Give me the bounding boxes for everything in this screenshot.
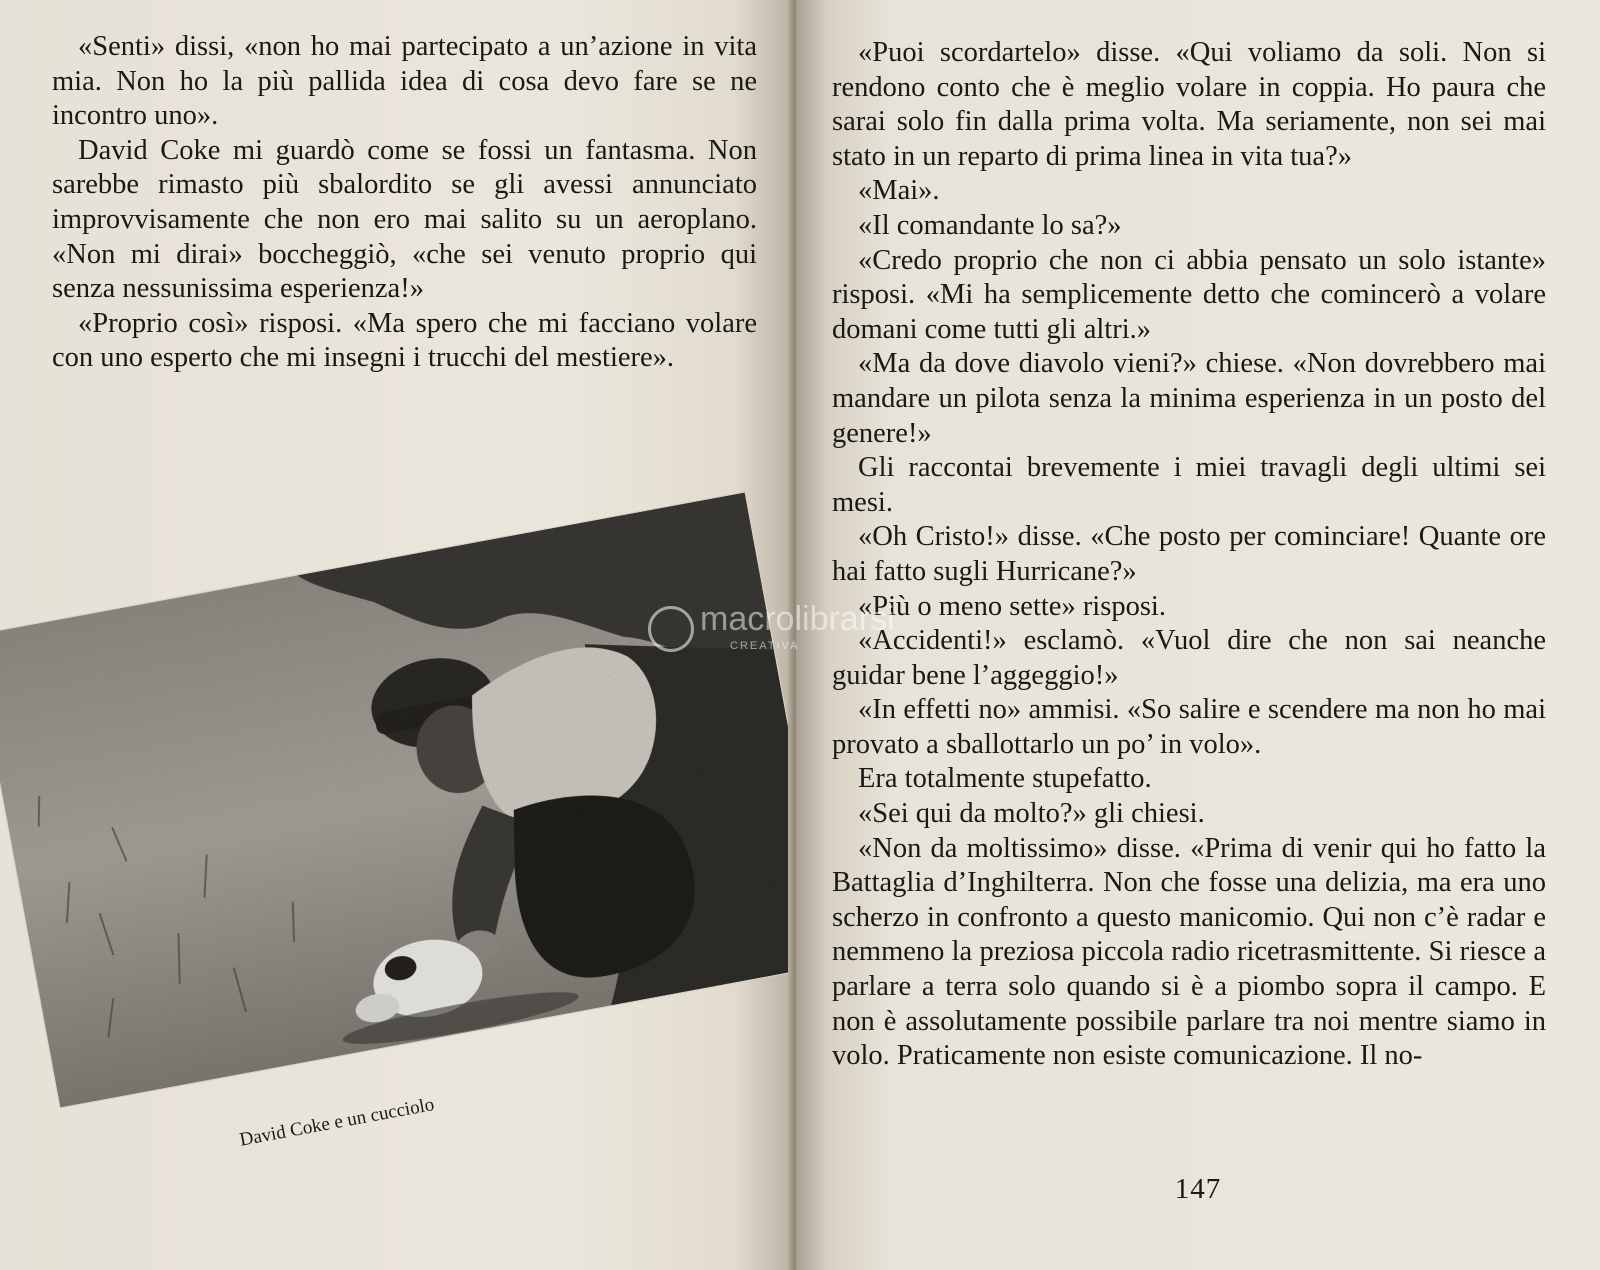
photo-caption: David Coke e un cucciolo [238, 1094, 436, 1151]
paragraph: «Senti» dissi, «non ho mai partecipato a un’azione in vita mia. Non ho la più pallida idea di cosa devo fare se ne incontro uno». [52, 31, 757, 132]
paragraph: «Accidenti!» esclamò. «Vuol dire che non sai neanche guidar bene l’aggeggio!» [832, 625, 1546, 691]
watermark-logo-icon [648, 606, 694, 652]
paragraph: David Coke mi guardò come se fossi un fantasma. Non sarebbe rimasto più sbalordito se gli avessi annunciato improvvisamente che non ero mai salito su un aeroplano. «Non mi dirai» boccheggiò, «che sei venuto proprio qui senza nessunissima esperienza!» [52, 134, 757, 305]
paragraph: «Puoi scordartelo» disse. «Qui voliamo da soli. Non si rendono conto che è meglio volare in coppia. Ho paura che sarai solo fin dalla prima volta. Ma seriamente, non sei mai stato in un reparto di prima linea in vita tua?» [832, 37, 1546, 172]
paragraph: «Non da moltissimo» disse. «Prima di venir qui ho fatto la Battaglia d’Inghilterra. Non che fosse una delizia, ma era uno scherzo in confronto a questo manicomio. Qui non c’è radar e nemmeno la preziosa piccola radio ricetrasmittente. Si riesce a parlare a terra solo quando si è a piombo sopra il campo. E non è assolutamente possibile parlare tra noi mentre siamo in volo. Praticamente non esiste comunicazione. Il no- [832, 832, 1546, 1072]
paragraph: «Mai». [858, 175, 940, 207]
photo [0, 492, 796, 1107]
paragraph: «Più o meno sette» risposi. [858, 590, 1166, 622]
paragraph: «Proprio così» risposi. «Ma spero che mi facciano volare con uno esperto che mi insegni i trucchi del mestiere». [52, 307, 757, 374]
paragraph: Gli raccontai brevemente i miei travagli degli ultimi sei mesi. [832, 452, 1546, 518]
paragraph: «Sei qui da molto?» gli chiesi. [858, 798, 1205, 830]
paragraph: «In effetti no» ammisi. «So salire e scendere ma non ho mai provato a sballottarlo un po’ in volo». [832, 694, 1546, 760]
right-page-text [832, 36, 1546, 1074]
watermark-subtext: CREATIVA [730, 640, 800, 652]
watermark: macrolibrarsi [700, 600, 895, 638]
paragraph: Era totalmente stupefatto. [858, 763, 1152, 795]
right-page [796, 0, 1600, 1270]
paragraph: «Oh Cristo!» disse. «Che posto per cominciare! Quante ore hai fatto sugli Hurricane?» [832, 521, 1546, 587]
paragraph: «Il comandante lo sa?» [858, 209, 1122, 241]
page-number: 147 [1174, 1173, 1222, 1205]
left-page-text [52, 30, 757, 376]
photo-frame [0, 492, 796, 1107]
photo-image [0, 492, 796, 1107]
paragraph: «Ma da dove diavolo vieni?» chiese. «Non dovrebbero mai mandare un pilota senza la minima esperienza in un posto del genere!» [832, 348, 1546, 449]
paragraph: «Credo proprio che non ci abbia pensato un solo istante» risposi. «Mi ha semplicemente detto che comincerò a volare domani come tutti gli altri.» [832, 244, 1546, 345]
